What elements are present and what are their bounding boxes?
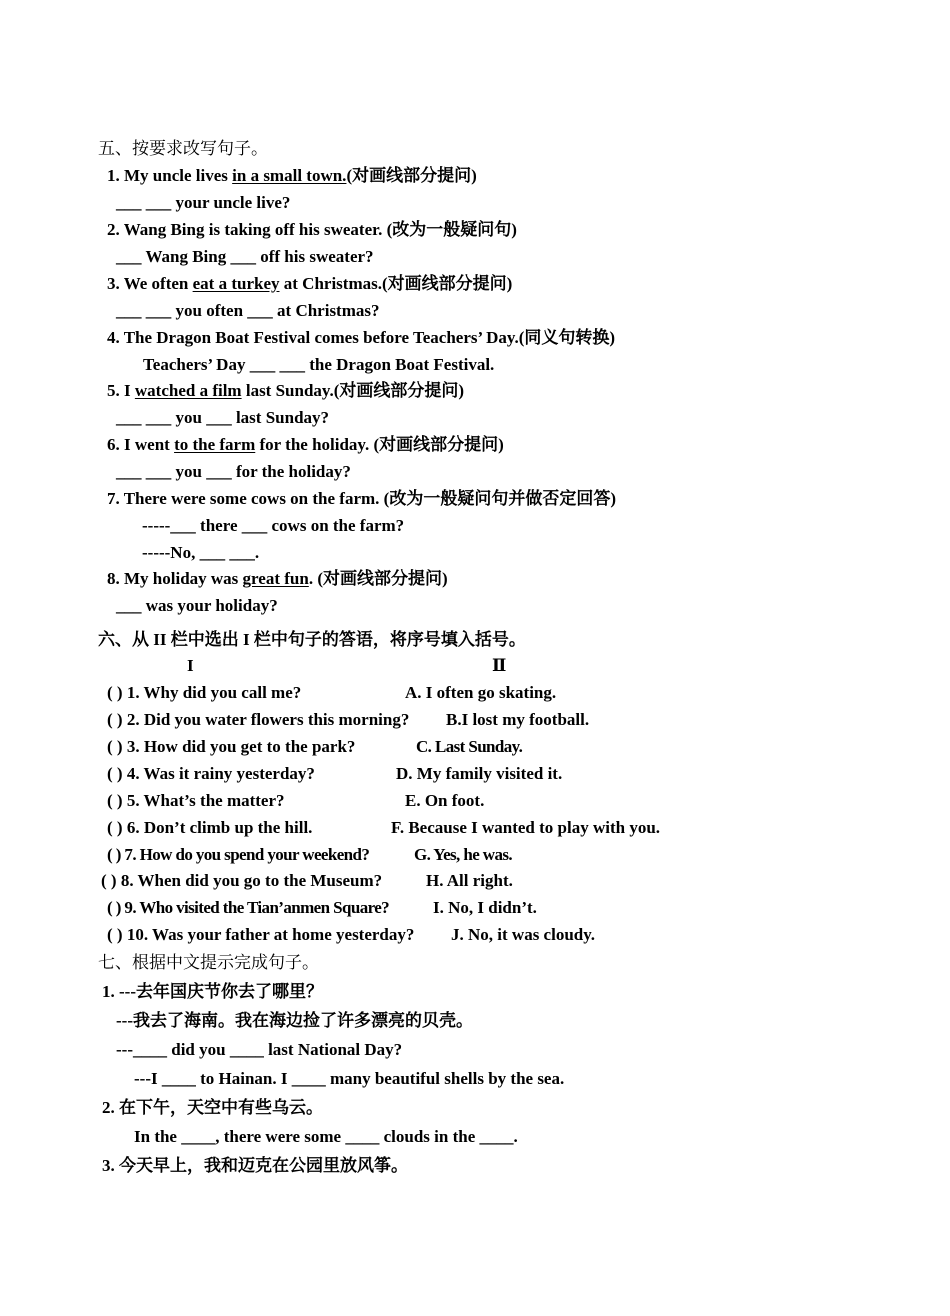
underlined-phrase: to the farm <box>174 435 256 454</box>
match-answer: B.I lost my football. <box>446 710 590 729</box>
match-answer: H. All right. <box>426 871 513 890</box>
s5-answer-8: ___ was your holiday? <box>116 596 278 615</box>
column-1-header: I <box>187 656 194 675</box>
match-answer: E. On foot. <box>405 791 485 810</box>
section-6-title: 六、从 II 栏中选出 I 栏中句子的答语，将序号填入括号。 <box>98 630 526 649</box>
s7-question-2: 2. 在下午，天空中有些乌云。 <box>102 1098 323 1117</box>
match-answer: D. My family visited it. <box>396 764 563 783</box>
s5-question-2: 2. Wang Bing is taking off his sweater. (改为一般疑问句) <box>107 220 517 239</box>
match-answer: G. Yes, he was. <box>414 845 513 864</box>
s5-question-4: 4. The Dragon Boat Festival comes before Teachers’ Day.(同义句转换) <box>107 328 616 347</box>
section-5-title: 五、按要求改写句子。 <box>98 139 268 158</box>
s5-answer-4: Teachers’ Day ___ ___ the Dragon Boat Festival. <box>143 355 495 374</box>
s5-question-1 <box>107 166 477 186</box>
match-question: ( ) 7. How do you spend your weekend? <box>107 845 370 864</box>
text: . (对画线部分提问) <box>308 569 448 588</box>
underlined-phrase: great fun <box>242 569 309 588</box>
match-answer: C. Last Sunday. <box>416 737 523 756</box>
text: 8. My holiday was <box>107 569 243 588</box>
s7-question-3: 3. 今天早上，我和迈克在公园里放风筝。 <box>102 1156 408 1175</box>
s5-answer-7b: -----No, ___ ___. <box>142 543 260 562</box>
text: at Christmas.(对画线部分提问) <box>279 274 513 293</box>
text: 3. We often <box>107 274 193 293</box>
match-question: ( ) 2. Did you water flowers this morning? <box>107 710 410 729</box>
match-question: ( ) 4. Was it rainy yesterday? <box>107 764 315 783</box>
s5-question-6 <box>107 435 504 455</box>
s5-answer-3: ___ ___ you often ___ at Christmas? <box>116 301 380 320</box>
match-answer: F. Because I wanted to play with you. <box>391 818 661 837</box>
match-question: ( ) 5. What’s the matter? <box>107 791 285 810</box>
s5-answer-2: ___ Wang Bing ___ off his sweater? <box>116 247 374 266</box>
s5-question-3 <box>107 274 512 294</box>
match-question: ( ) 8. When did you go to the Museum? <box>101 871 383 890</box>
s7-question-1-line-2: ---我去了海南。我在海边捡了许多漂亮的贝壳。 <box>116 1011 473 1030</box>
s5-question-7: 7. There were some cows on the farm. (改为一般疑问句并做否定回答) <box>107 489 616 508</box>
text: 5. I <box>107 381 135 400</box>
s5-answer-1: ___ ___ your uncle live? <box>116 193 291 212</box>
text: 6. I went <box>107 435 175 454</box>
underlined-phrase: eat a turkey <box>192 274 280 293</box>
s5-answer-7a: -----___ there ___ cows on the farm? <box>142 516 405 535</box>
text: (对画线部分提问) <box>346 166 477 185</box>
match-answer: A. I often go skating. <box>405 683 557 702</box>
section-7-title: 七、根据中文提示完成句子。 <box>98 953 319 972</box>
s7-answer-1b: ---I ____ to Hainan. I ____ many beautiful shells by the sea. <box>134 1069 565 1088</box>
s5-question-5 <box>107 381 464 401</box>
match-question: ( ) 9. Who visited the Tian’anmen Square? <box>107 898 390 917</box>
s5-question-8 <box>107 569 448 589</box>
text: last Sunday.(对画线部分提问) <box>241 381 465 400</box>
underlined-phrase: watched a film <box>134 381 242 400</box>
s5-answer-5: ___ ___ you ___ last Sunday? <box>116 408 330 427</box>
match-question: ( ) 10. Was your father at home yesterday? <box>107 925 415 944</box>
text: 1. My uncle lives <box>107 166 233 185</box>
s7-question-1: 1. ---去年国庆节你去了哪里？ <box>102 982 323 1001</box>
match-answer: I. No, I didn’t. <box>433 898 537 917</box>
match-question: ( ) 1. Why did you call me? <box>107 683 302 702</box>
s7-answer-2: In the ____, there were some ____ clouds in the ____. <box>134 1127 518 1146</box>
s5-answer-6: ___ ___ you ___ for the holiday? <box>116 462 351 481</box>
match-question: ( ) 6. Don’t climb up the hill. <box>107 818 313 837</box>
text: for the holiday. (对画线部分提问) <box>255 435 504 454</box>
s7-answer-1a: ---____ did you ____ last National Day? <box>116 1040 403 1059</box>
match-question: ( ) 3. How did you get to the park? <box>107 737 356 756</box>
underlined-phrase: in a small town. <box>232 166 347 185</box>
match-answer: J. No, it was cloudy. <box>451 925 596 944</box>
column-2-header: Ⅱ <box>492 656 507 675</box>
